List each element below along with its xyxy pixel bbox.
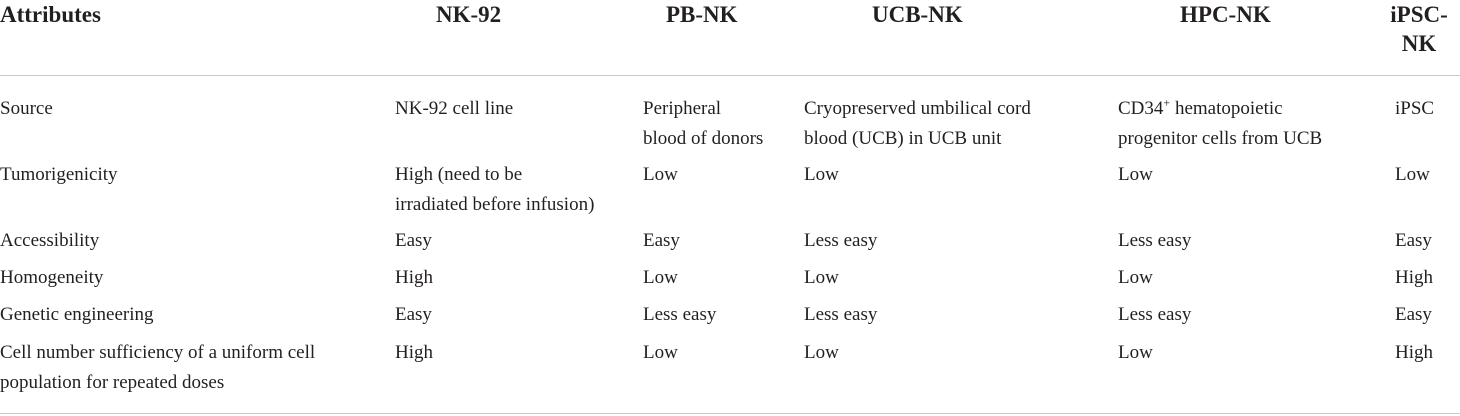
row-cell-number-attribute-line1: Cell number sufficiency of a uniform cell <box>0 342 316 363</box>
row-source-nk92: NK-92 cell line <box>395 98 514 119</box>
row-genetic-engineering-hpcnk: Less easy <box>1118 304 1192 325</box>
row-source-attribute: Source <box>0 98 53 119</box>
row-source-hpcnk <box>1118 94 1322 154</box>
col-header-ucbnk: UCB-NK <box>872 2 963 27</box>
row-accessibility-ucbnk: Less easy <box>804 230 878 251</box>
row-genetic-engineering-attribute: Genetic engineering <box>0 304 154 325</box>
row-tumorigenicity-ipscnk: Low <box>1395 164 1430 185</box>
row-cell-number-attribute-line2: population for repeated doses <box>0 372 225 393</box>
row-tumorigenicity-nk92-line2: irradiated before infusion) <box>395 194 595 215</box>
row-cell-number-ipscnk: High <box>1395 342 1433 363</box>
table-bottom-rule <box>0 413 1460 414</box>
row-genetic-engineering-ucbnk: Less easy <box>804 304 878 325</box>
row-tumorigenicity-nk92 <box>395 160 594 220</box>
row-cell-number-nk92: High <box>395 342 433 363</box>
row-tumorigenicity-attribute: Tumorigenicity <box>0 164 118 185</box>
row-tumorigenicity-ucbnk: Low <box>804 164 839 185</box>
row-tumorigenicity-hpcnk: Low <box>1118 164 1153 185</box>
row-source-ucbnk-line1: Cryopreserved umbilical cord <box>804 98 1031 119</box>
row-source-pbnk <box>643 94 763 154</box>
col-header-nk92: NK-92 <box>436 2 502 27</box>
col-header-attributes: Attributes <box>0 2 101 27</box>
col-header-ipscnk <box>1383 0 1455 58</box>
row-cell-number-hpcnk: Low <box>1118 342 1153 363</box>
row-accessibility-attribute: Accessibility <box>0 230 100 251</box>
row-homogeneity-attribute: Homogeneity <box>0 267 104 288</box>
row-genetic-engineering-pbnk: Less easy <box>643 304 717 325</box>
row-source-pbnk-line2: blood of donors <box>643 128 764 149</box>
row-cell-number-attribute <box>0 338 315 398</box>
row-homogeneity-nk92: High <box>395 267 433 288</box>
row-genetic-engineering-ipscnk: Easy <box>1395 304 1432 325</box>
row-source-hpcnk-sup: + <box>1163 95 1171 110</box>
row-cell-number-pbnk: Low <box>643 342 678 363</box>
col-header-ipscnk-line1: iPSC- <box>1390 2 1448 27</box>
row-accessibility-nk92: Easy <box>395 230 432 251</box>
row-homogeneity-ipscnk: High <box>1395 267 1433 288</box>
row-source-ucbnk <box>804 94 1031 154</box>
row-source-pbnk-line1: Peripheral <box>643 98 722 119</box>
row-source-hpcnk-suffix: hematopoietic <box>1170 98 1283 119</box>
row-homogeneity-hpcnk: Low <box>1118 267 1153 288</box>
row-genetic-engineering-nk92: Easy <box>395 304 432 325</box>
row-accessibility-ipscnk: Easy <box>1395 230 1432 251</box>
row-homogeneity-ucbnk: Low <box>804 267 839 288</box>
col-header-ipscnk-line2: NK <box>1401 31 1437 56</box>
row-source-ipscnk: iPSC <box>1395 98 1435 119</box>
row-cell-number-ucbnk: Low <box>804 342 839 363</box>
row-accessibility-pbnk: Easy <box>643 230 680 251</box>
col-header-hpcnk: HPC-NK <box>1180 2 1271 27</box>
col-header-pbnk: PB-NK <box>666 2 738 27</box>
row-homogeneity-pbnk: Low <box>643 267 678 288</box>
header-divider <box>0 75 1460 76</box>
row-tumorigenicity-pbnk: Low <box>643 164 678 185</box>
row-source-ucbnk-line2: blood (UCB) in UCB unit <box>804 128 1002 149</box>
row-source-hpcnk-prefix: CD34 <box>1118 98 1164 119</box>
row-source-hpcnk-line2: progenitor cells from UCB <box>1118 128 1323 149</box>
row-tumorigenicity-nk92-line1: High (need to be <box>395 164 523 185</box>
row-accessibility-hpcnk: Less easy <box>1118 230 1192 251</box>
